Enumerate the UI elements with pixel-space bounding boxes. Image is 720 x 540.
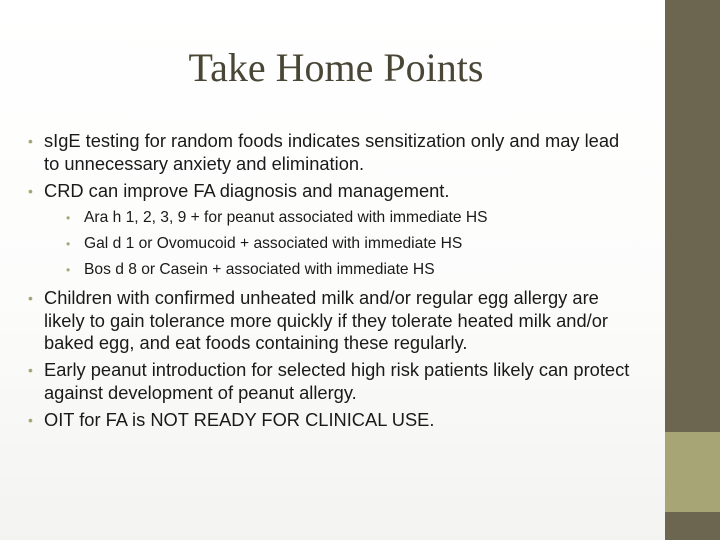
- bullet-list: [28, 130, 638, 431]
- sub-bullet-text: Gal d 1 or Ovomucoid + associated with immediate HS: [84, 235, 463, 252]
- bullet-icon: •: [66, 263, 71, 277]
- bullet-text: Early peanut introduction for selected high risk patients likely can protect against development of peanut allergy.: [44, 359, 630, 403]
- sub-bullet-point-2: [66, 235, 638, 253]
- bullet-text: CRD can improve FA diagnosis and management.: [44, 179, 450, 201]
- bullet-point-3: [28, 287, 638, 355]
- bullet-icon: •: [28, 411, 33, 428]
- bullet-icon: •: [28, 182, 33, 199]
- bullet-text: sIgE testing for random foods indicates sensitization only and may lead to unnecessary anxiety and elimination.: [44, 130, 620, 174]
- slide-body: [28, 130, 638, 436]
- sub-bullet-text: Bos d 8 or Casein + associated with immediate HS: [84, 261, 435, 278]
- bullet-icon: •: [28, 362, 33, 378]
- slide-title: Take Home Points: [188, 45, 484, 90]
- bullet-point-2: [28, 180, 638, 280]
- bullet-icon: •: [66, 237, 71, 251]
- sub-bullet-text: Ara h 1, 2, 3, 9 + for peanut associated with immediate HS: [84, 209, 488, 226]
- bullet-point-5: [28, 409, 638, 432]
- side-bar-accent: [665, 432, 720, 512]
- bullet-icon: •: [28, 133, 33, 149]
- sub-bullet-list: [44, 209, 638, 279]
- bullet-icon: •: [28, 290, 33, 306]
- bullet-text: OIT for FA is NOT READY FOR CLINICAL USE.: [44, 408, 435, 430]
- bullet-icon: •: [66, 211, 71, 225]
- sub-bullet-point-3: [66, 261, 638, 279]
- bullet-point-1: [28, 130, 638, 175]
- bullet-point-4: [28, 359, 638, 404]
- bullet-text: Children with confirmed unheated milk and/or regular egg allergy are likely to gain tolerance more quickly if they tolerate heated milk and/or baked egg, and eat foods containing these regularly.: [44, 287, 608, 353]
- sub-bullet-point-1: [66, 209, 638, 227]
